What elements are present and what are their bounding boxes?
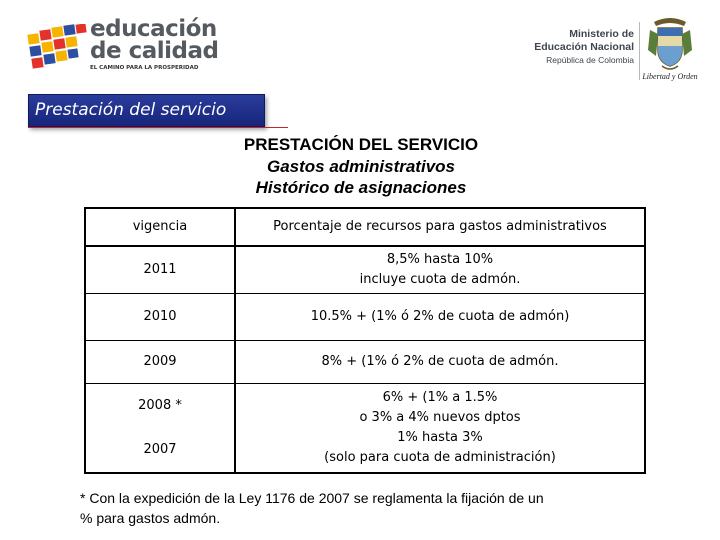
colorful-cubes-logo-icon [26,24,88,72]
cell-line: 1% hasta 3% [397,430,483,445]
header-percentage: Porcentaje de recursos para gastos administrativos [235,208,645,246]
table-row-merged [85,384,645,474]
brand-tagline: EL CAMINO PARA LA PROSPERIDAD [90,65,199,71]
slide-title-block [200,134,522,198]
header-vigencia: vigencia [85,208,235,246]
table-row [85,341,645,384]
footnote-line-1: * Con la expedición de la Ley 1176 de 2007 se reglamenta la fijación de un [80,490,544,506]
cell-year: 2007 [143,442,177,457]
table-row [85,246,645,294]
ministry-line-2: Educación Nacional [534,41,634,53]
cell-line: o 3% a 4% nuevos dptos [359,410,521,425]
ministry-name [520,28,634,67]
footnote-line-2: % para gastos admón. [80,510,221,526]
cell-line: 8,5% hasta 10% [386,252,494,267]
educacion-de-calidad-logo [26,18,226,76]
crest-motto: Libertad y Orden [642,72,698,81]
table-row [85,294,645,341]
brand-line-2: de calidad [90,38,219,64]
cell-percentage-merged [235,384,645,474]
slide-subtitle-1: Gastos administrativos [266,157,455,176]
slide-title: PRESTACIÓN DEL SERVICIO [243,135,479,154]
accent-underline [28,127,288,128]
allocation-history-table [84,207,646,474]
cell-year: 2008 * [138,398,182,413]
brand-line-1: educación [90,16,217,42]
cell-percentage: 8% + (1% ó 2% de cuota de admón. [235,341,645,384]
cell-line: 6% + (1% a 1.5% [382,390,498,405]
cell-line: (solo para cuota de administración) [324,450,556,465]
cell-year: 2011 [85,246,235,294]
section-tab [28,94,265,127]
ministry-line-1: Ministerio de [569,28,634,40]
cell-percentage [235,246,645,294]
table-header-row [85,208,645,246]
cell-year: 2010 [85,294,235,341]
footnote [80,488,640,528]
ministry-line-3: República de Colombia [546,55,634,65]
slide-subtitle-2: Histórico de asignaciones [255,178,467,197]
section-tab-label: Prestación del servicio [35,100,227,120]
cell-percentage: 10.5% + (1% ó 2% de cuota de admón) [235,294,645,341]
header-divider [639,22,640,80]
cell-year: 2009 [85,341,235,384]
cell-years-merged [85,384,235,474]
cell-line: incluye cuota de admón. [359,272,521,287]
